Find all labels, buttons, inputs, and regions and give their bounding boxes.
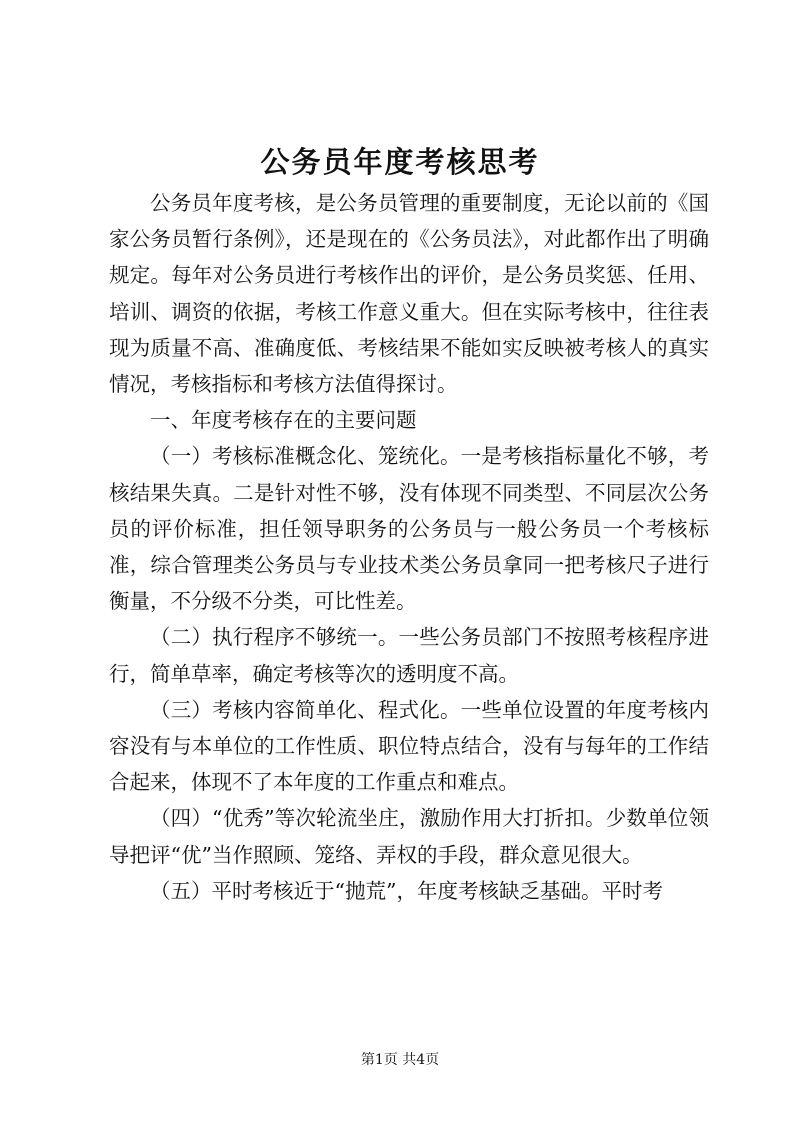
document-body <box>109 185 709 909</box>
paragraph-intro: 公务员年度考核，是公务员管理的重要制度，无论以前的《国家公务员暂行条例》，还是现在的《公务员法》，对此都作出了明确规定。每年对公务员进行考核作出的评价，是公务员奖惩、任用、培训、调资的依据，考核工作意义重大。但在实际考核中，往往表现为质量不高、准确度低、考核结果不能如实反映被考核人的真实情况，考核指标和考核方法值得探讨。 <box>109 191 709 397</box>
paragraph-problem-3: （三）考核内容简单化、程式化。一些单位设置的年度考核内容没有与本单位的工作性质、职位特点结合，没有与每年的工作结合起来，体现不了本年度的工作重点和难点。 <box>109 697 709 795</box>
section-heading: 一、年度考核存在的主要问题 <box>150 408 417 433</box>
page-footer: 第1页 共4页 <box>360 1052 440 1068</box>
paragraph-problem-2: （二）执行程序不够统一。一些公务员部门不按照考核程序进行，简单草率，确定考核等次的透明度不高。 <box>109 625 709 686</box>
paragraph-problem-5: （五）平时考核近于“抛荒”，年度考核缺乏基础。平时考 <box>150 878 663 903</box>
paragraph-problem-4: （四）“优秀”等次轮流坐庄，激励作用大打折扣。少数单位领导把评“优”当作照顾、笼络、弄权的手段，群众意见很大。 <box>109 806 709 867</box>
document-title: 公务员年度考核思考 <box>260 145 540 179</box>
paragraph-problem-1: （一）考核标准概念化、笼统化。一是考核指标量化不够，考核结果失真。二是针对性不够，没有体现不同类型、不同层次公务员的评价标准，担任领导职务的公务员与一般公务员一个考核标准，综合管理类公务员与专业技术类公务员拿同一把考核尺子进行衡量，不分级不分类，可比性差。 <box>109 444 709 614</box>
